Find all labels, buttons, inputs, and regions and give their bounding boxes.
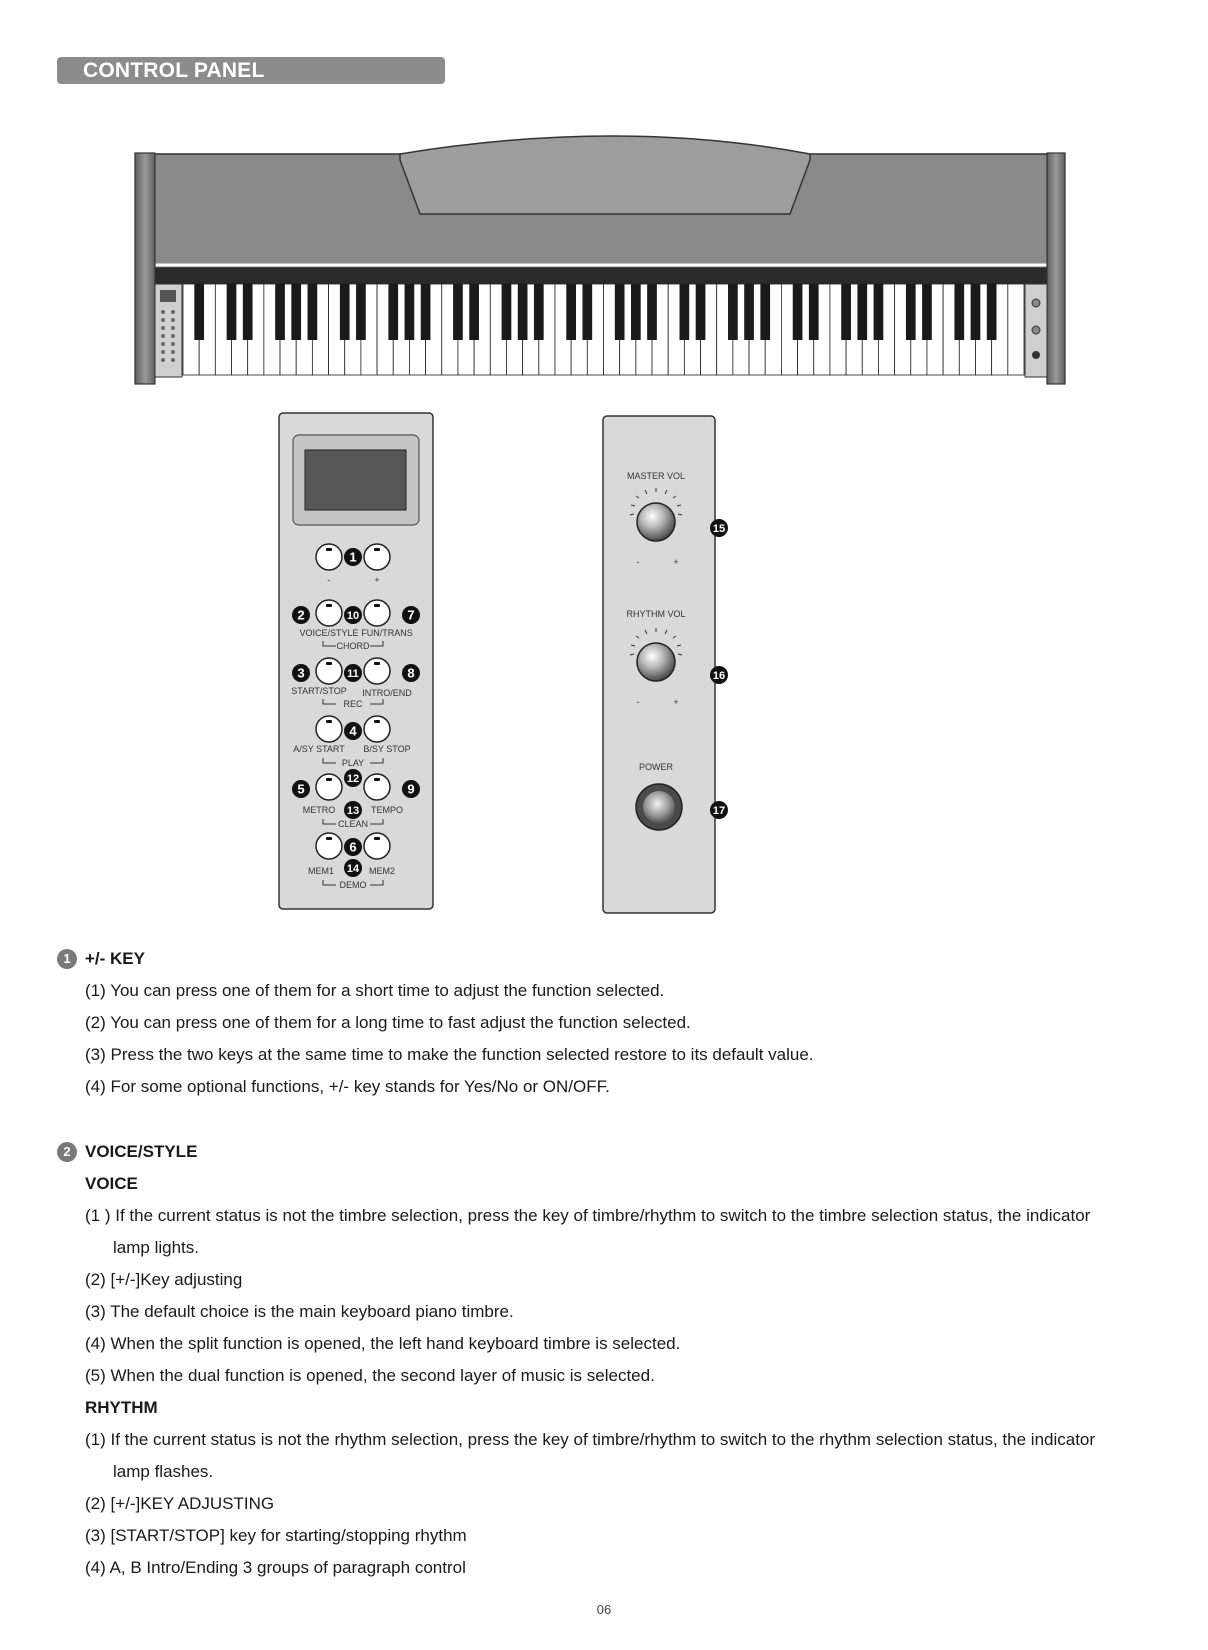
black-key bbox=[922, 284, 932, 340]
section-number-badge: 2 bbox=[57, 1142, 77, 1162]
black-key bbox=[728, 284, 738, 340]
list-item: (4) A, B Intro/Ending 3 groups of paragraph control bbox=[85, 1558, 466, 1577]
svg-text:7: 7 bbox=[407, 607, 415, 623]
start-stop-button[interactable] bbox=[316, 658, 342, 684]
list-item: (2) [+/-]Key adjusting bbox=[85, 1270, 243, 1289]
black-key bbox=[502, 284, 512, 340]
section-title: +/- KEY bbox=[85, 949, 145, 968]
svg-text:11: 11 bbox=[347, 668, 359, 680]
list-item: (4) For some optional functions, +/- key stands for Yes/No or ON/OFF. bbox=[85, 1077, 610, 1096]
rhythm-vol-minus: - bbox=[636, 697, 640, 707]
power-button[interactable] bbox=[636, 784, 682, 830]
master-vol-label: MASTER VOL bbox=[626, 471, 686, 481]
left-control-panel bbox=[279, 413, 433, 909]
mem1-label: MEM1 bbox=[307, 866, 335, 876]
chord-label: CHORD bbox=[336, 641, 370, 651]
black-key bbox=[518, 284, 528, 340]
left-cheek bbox=[135, 153, 155, 384]
white-key bbox=[1008, 284, 1024, 375]
section-voice-style bbox=[57, 1136, 1157, 1584]
piano-body bbox=[135, 136, 1065, 384]
list-item: (3) Press the two keys at the same time to make the function selected restore to its default value. bbox=[85, 1045, 814, 1064]
black-key bbox=[744, 284, 754, 340]
b-sy-stop-button[interactable] bbox=[364, 716, 390, 742]
mem2-button[interactable] bbox=[364, 833, 390, 859]
black-key bbox=[534, 284, 544, 340]
list-item-line: (1 ) If the current status is not the timbre selection, press the key of timbre/rhythm to switch to the timbre selection status, the indicator bbox=[85, 1206, 1091, 1225]
page-number: 06 bbox=[596, 1602, 612, 1617]
black-key bbox=[308, 284, 318, 340]
piano-keys bbox=[183, 284, 1024, 375]
svg-text:6: 6 bbox=[349, 839, 357, 855]
tempo-label: TEMPO bbox=[370, 805, 404, 815]
a-sy-start-label: A/SY START bbox=[293, 744, 345, 754]
tempo-button[interactable] bbox=[364, 774, 390, 800]
black-key bbox=[227, 284, 237, 340]
list-item: (5) When the dual function is opened, the second layer of music is selected. bbox=[85, 1366, 655, 1385]
black-key bbox=[906, 284, 916, 340]
black-key bbox=[680, 284, 690, 340]
callout-5 bbox=[292, 780, 310, 798]
black-key bbox=[566, 284, 576, 340]
svg-text:14: 14 bbox=[346, 863, 360, 875]
metro-label: METRO bbox=[302, 805, 336, 815]
svg-text:9: 9 bbox=[407, 781, 415, 797]
list-item-continuation: lamp lights. bbox=[113, 1238, 199, 1257]
music-rest bbox=[400, 136, 810, 214]
start-stop-label: START/STOP bbox=[291, 686, 347, 696]
black-key bbox=[857, 284, 867, 340]
list-item: (4) When the split function is opened, the left hand keyboard timbre is selected. bbox=[85, 1334, 681, 1353]
svg-text:8: 8 bbox=[407, 665, 415, 681]
intro-end-button[interactable] bbox=[364, 658, 390, 684]
callout-4 bbox=[344, 722, 362, 740]
rec-label: REC bbox=[343, 699, 363, 709]
black-key bbox=[760, 284, 770, 340]
black-key bbox=[469, 284, 479, 340]
fun-trans-label: FUN/TRANS bbox=[361, 628, 413, 638]
svg-text:10: 10 bbox=[346, 610, 360, 622]
svg-text:15: 15 bbox=[712, 523, 726, 535]
callout-2 bbox=[292, 606, 310, 624]
black-key bbox=[243, 284, 253, 340]
svg-text:3: 3 bbox=[297, 665, 305, 681]
black-key bbox=[971, 284, 981, 340]
callout-11 bbox=[344, 664, 362, 682]
list-item: (2) [+/-]KEY ADJUSTING bbox=[85, 1494, 275, 1513]
callout-15 bbox=[710, 519, 728, 537]
metro-button[interactable] bbox=[316, 774, 342, 800]
black-key bbox=[987, 284, 997, 340]
black-key bbox=[615, 284, 625, 340]
black-key bbox=[356, 284, 366, 340]
a-sy-start-button[interactable] bbox=[316, 716, 342, 742]
black-key bbox=[275, 284, 285, 340]
black-key bbox=[405, 284, 415, 340]
fun-trans-button[interactable] bbox=[364, 600, 390, 626]
voice-style-label: VOICE/STYLE bbox=[299, 628, 359, 638]
svg-text:4: 4 bbox=[349, 723, 357, 739]
list-item: (1) You can press one of them for a short time to adjust the function selected. bbox=[85, 981, 665, 1000]
svg-text:16: 16 bbox=[712, 670, 726, 682]
black-key bbox=[291, 284, 301, 340]
rhythm-subheading: RHYTHM bbox=[85, 1398, 158, 1417]
callout-13 bbox=[344, 801, 362, 819]
voice-subheading: VOICE bbox=[85, 1174, 138, 1193]
minus-label: - bbox=[327, 575, 331, 585]
callout-8 bbox=[402, 664, 420, 682]
svg-text:5: 5 bbox=[297, 781, 305, 797]
callout-9 bbox=[402, 780, 420, 798]
callout-16 bbox=[710, 666, 728, 684]
minus-button[interactable] bbox=[316, 544, 342, 570]
right-control-panel bbox=[603, 416, 728, 913]
black-key bbox=[696, 284, 706, 340]
svg-text:2: 2 bbox=[297, 607, 305, 623]
lcd-screen bbox=[305, 450, 406, 510]
right-cheek bbox=[1047, 153, 1065, 384]
section-plus-minus-key bbox=[57, 943, 1157, 1103]
callout-14 bbox=[344, 859, 362, 877]
master-vol-minus: - bbox=[636, 557, 640, 567]
list-item: (3) [START/STOP] key for starting/stopping rhythm bbox=[85, 1526, 467, 1545]
callout-10 bbox=[344, 606, 362, 624]
list-item bbox=[57, 1424, 1157, 1488]
callout-1 bbox=[344, 548, 362, 566]
mem2-label: MEM2 bbox=[368, 866, 396, 876]
svg-text:17: 17 bbox=[712, 805, 726, 817]
voice-style-button[interactable] bbox=[316, 600, 342, 626]
svg-text:1: 1 bbox=[349, 549, 357, 565]
section-heading bbox=[57, 1136, 1157, 1168]
list-item-continuation: lamp flashes. bbox=[113, 1462, 214, 1481]
section-title: CONTROL PANEL bbox=[83, 59, 265, 82]
master-vol-plus: + bbox=[673, 557, 679, 567]
plus-label: + bbox=[374, 575, 380, 585]
black-key bbox=[421, 284, 431, 340]
plus-button[interactable] bbox=[364, 544, 390, 570]
black-key bbox=[809, 284, 819, 340]
callout-17 bbox=[710, 801, 728, 819]
black-key bbox=[194, 284, 204, 340]
list-item-line: (1) If the current status is not the rhythm selection, press the key of timbre/rhythm to switch to the rhythm selection status, the indicator bbox=[85, 1430, 1096, 1449]
play-label: PLAY bbox=[341, 758, 365, 768]
black-key bbox=[631, 284, 641, 340]
section-heading bbox=[57, 943, 1157, 975]
callout-7 bbox=[402, 606, 420, 624]
rhythm-vol-label: RHYTHM VOL bbox=[626, 609, 686, 619]
callout-3 bbox=[292, 664, 310, 682]
black-key bbox=[647, 284, 657, 340]
black-key bbox=[793, 284, 803, 340]
section-title: VOICE/STYLE bbox=[85, 1142, 198, 1161]
demo-label: DEMO bbox=[339, 880, 367, 890]
intro-end-label: INTRO/END bbox=[362, 688, 412, 698]
svg-text:13: 13 bbox=[346, 805, 360, 817]
black-key bbox=[954, 284, 964, 340]
section-number-badge: 1 bbox=[57, 949, 77, 969]
list-item: (2) You can press one of them for a long time to fast adjust the function selected. bbox=[85, 1013, 691, 1032]
list-item: (3) The default choice is the main keyboard piano timbre. bbox=[85, 1302, 514, 1321]
callout-12 bbox=[344, 769, 362, 787]
power-label: POWER bbox=[638, 762, 674, 772]
black-key bbox=[340, 284, 350, 340]
b-sy-stop-label: B/SY STOP bbox=[363, 744, 411, 754]
list-item bbox=[57, 1200, 1157, 1264]
black-key bbox=[582, 284, 592, 340]
black-key bbox=[453, 284, 463, 340]
rhythm-vol-plus: + bbox=[673, 697, 679, 707]
black-key bbox=[874, 284, 884, 340]
callout-6 bbox=[344, 838, 362, 856]
black-key bbox=[841, 284, 851, 340]
mem1-button[interactable] bbox=[316, 833, 342, 859]
black-key bbox=[388, 284, 398, 340]
clean-label: CLEAN bbox=[337, 819, 369, 829]
svg-text:12: 12 bbox=[346, 773, 360, 785]
